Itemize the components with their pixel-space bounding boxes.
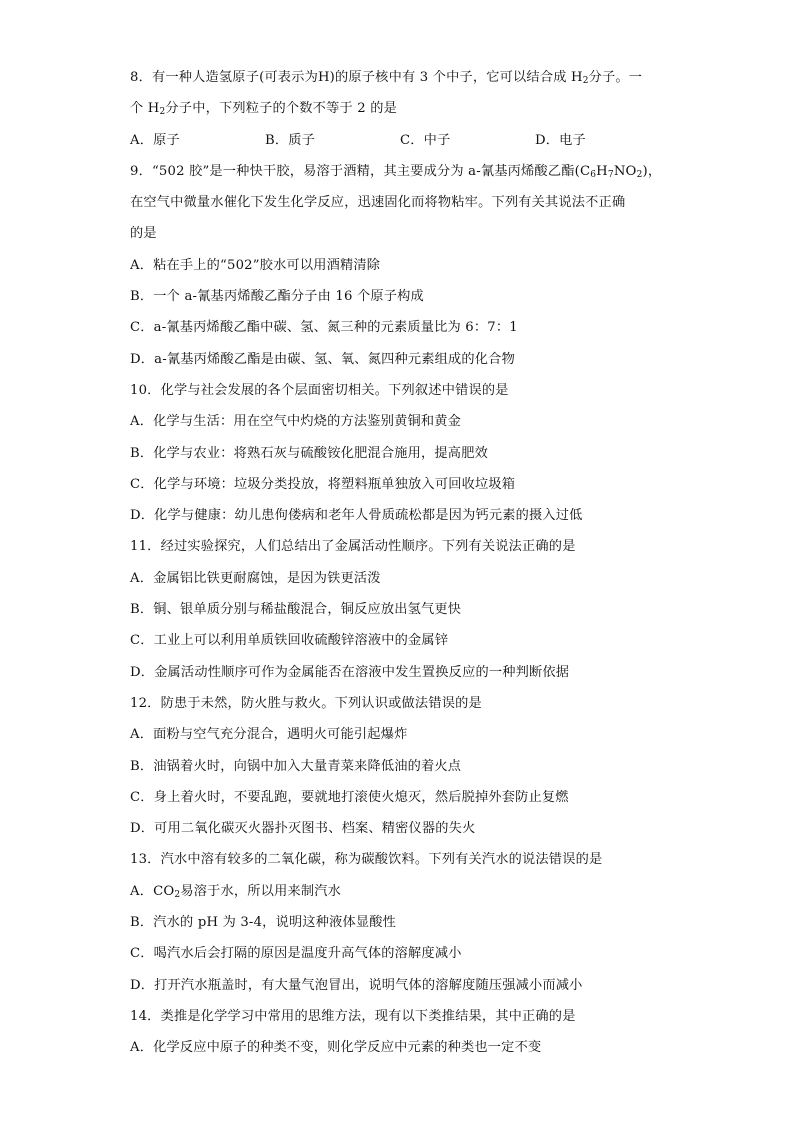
q8-option-a: A．原子 <box>130 132 180 148</box>
q9-stem-line1: 9．“502 胶”是一种快干胶，易溶于酒精，其主要成分为 a-氰基丙烯酸乙酯$(C_6H_7NO_2)$， <box>130 163 662 180</box>
q8-option-d: D．电子 <box>535 132 586 148</box>
q13-option-c: C．喝汽水后会打隔的原因是温度升高气体的溶解度减小 <box>130 946 462 962</box>
q12-option-b: B．油锅着火时，向锅中加入大量青菜来降低油的着火点 <box>130 758 462 774</box>
q8-option-b: B．质子 <box>265 132 316 148</box>
q11-stem: 11．经过实验探究，人们总结出了金属活动性顺序。下列有关说法正确的是 <box>130 539 576 555</box>
q13-option-d: D．打开汽水瓶盖时，有大量气泡冒出，说明气体的溶解度随压强减小而减小 <box>130 977 583 993</box>
q8-options <box>130 125 670 156</box>
q10-option-a: A．化学与生活：用在空气中灼烧的方法鉴别黄铜和黄金 <box>130 414 462 430</box>
q10-option-b: B．化学与农业：将熟石灰与硫酸铵化肥混合施用，提高肥效 <box>130 445 488 461</box>
q8-stem-line2: 个 $H_2$分子中，下列粒子的个数不等于 2 的是 <box>130 101 397 118</box>
q10-option-d: D．化学与健康：幼儿患佝偻病和老年人骨质疏松都是因为钙元素的摄入过低 <box>130 508 583 524</box>
q10-stem: 10．化学与社会发展的各个层面密切相关。下列叙述中错误的是 <box>130 382 509 398</box>
q13-option-a: A．$CO_2$易溶于水，所以用来制汽水 <box>130 883 342 900</box>
q9-stem-line2: 在空气中微量水催化下发生化学反应，迅速固化而将物粘牢。下列有关其说法不正确 <box>130 195 626 211</box>
q13-stem: 13．汽水中溶有较多的二氧化碳，称为碳酸饮料。下列有关汽水的说法错误的是 <box>130 852 603 868</box>
q8-option-c: C．中子 <box>400 132 451 148</box>
q12-option-a: A．面粉与空气充分混合，遇明火可能引起爆炸 <box>130 727 408 743</box>
question-list <box>130 62 670 1064</box>
q8-stem-line1: 8．有一种人造氢原子(可表示为H)的原子核中有 3 个中子，它可以结合成 $H_2$分子。一 <box>130 70 643 86</box>
q9-stem-line3: 的是 <box>130 226 157 242</box>
q12-option-d: D．可用二氧化碳灭火器扑灭图书、档案、精密仪器的失火 <box>130 821 476 837</box>
q14-option-a: A．化学反应中原子的种类不变，则化学反应中元素的种类也一定不变 <box>130 1040 542 1056</box>
q9-option-d: D．a-氰基丙烯酸乙酯是由碳、氢、氧、氮四种元素组成的化合物 <box>130 351 515 367</box>
q10-option-c: C．化学与环境：垃圾分类投放，将塑料瓶单独放入可回收垃圾箱 <box>130 476 516 492</box>
q11-option-b: B．铜、银单质分别与稀盐酸混合，铜反应放出氢气更快 <box>130 602 462 618</box>
q12-option-c: C．身上着火时，不要乱跑，要就地打滚使火熄灭，然后脱掉外套防止复燃 <box>130 789 569 805</box>
q11-option-c: C．工业上可以利用单质铁回收硫酸锌溶液中的金属锌 <box>130 633 449 649</box>
q11-option-a: A．金属铝比铁更耐腐蚀，是因为铁更活泼 <box>130 570 381 586</box>
q13-option-b: B．汽水的 pH 为 3-4，说明这种液体显酸性 <box>130 915 397 931</box>
q9-option-b: B．一个 a-氰基丙烯酸乙酯分子由 16 个原子构成 <box>130 289 424 305</box>
q9-option-a: A．粘在手上的“502”胶水可以用酒精清除 <box>130 257 381 273</box>
q14-stem: 14．类推是化学学习中常用的思维方法，现有以下类推结果，其中正确的是 <box>130 1008 576 1024</box>
q11-option-d: D．金属活动性顺序可作为金属能否在溶液中发生置换反应的一种判断依据 <box>130 664 570 680</box>
q9-option-c: C．a-氰基丙烯酸乙酯中碳、氢、氮三种的元素质量比为 6：7：1 <box>130 320 518 336</box>
q12-stem: 12．防患于未然，防火胜与救火。下列认识或做法错误的是 <box>130 695 482 711</box>
